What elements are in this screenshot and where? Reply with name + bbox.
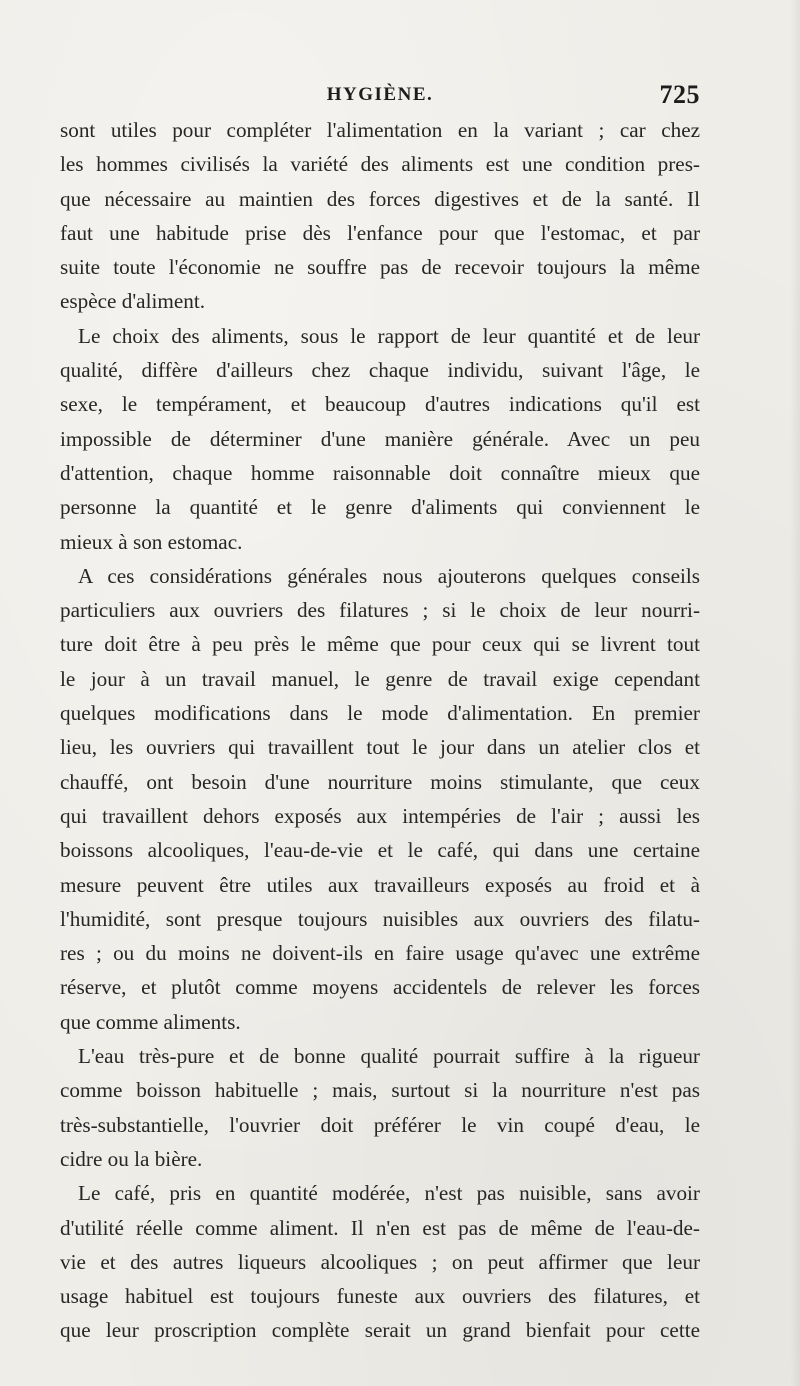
text-line: particuliers aux ouvriers des filatures ; si le choix de leur nourri-	[60, 598, 700, 623]
running-title: HYGIÈNE.	[326, 84, 434, 105]
body-text	[60, 113, 700, 1348]
page-edge-shadow	[790, 0, 800, 1386]
text-line: qui travaillent dehors exposés aux intempéries de l'air ; aussi les	[60, 803, 700, 828]
text-line: réserve, et plutôt comme moyens accidentels de relever les forces	[60, 975, 700, 1000]
text-line: qualité, diffère d'ailleurs chez chaque individu, suivant l'âge, le	[60, 358, 700, 383]
text-line: espèce d'aliment.	[60, 289, 206, 314]
page-number: 725	[659, 80, 700, 109]
text-line: quelques modifications dans le mode d'alimentation. En premier	[60, 701, 700, 726]
text-line: vie et des autres liqueurs alcooliques ; on peut affirmer que leur	[60, 1249, 700, 1274]
text-line: mieux à son estomac.	[60, 529, 243, 554]
text-line: faut une habitude prise dès l'enfance pour que l'estomac, et par	[60, 220, 700, 245]
text-line: A ces considérations générales nous ajouterons quelques conseils	[78, 563, 700, 588]
text-line: que nécessaire au maintien des forces digestives et de la santé. Il	[60, 186, 700, 211]
text-line: usage habituel est toujours funeste aux ouvriers des filatures, et	[60, 1284, 700, 1309]
text-line: Le choix des aliments, sous le rapport de leur quantité et de leur	[78, 323, 700, 348]
text-line: l'humidité, sont presque toujours nuisibles aux ouvriers des filatu-	[60, 906, 700, 931]
page-header	[60, 82, 700, 112]
text-line: d'utilité réelle comme aliment. Il n'en est pas de même de l'eau-de-	[60, 1215, 700, 1240]
text-line: lieu, les ouvriers qui travaillent tout le jour dans un atelier clos et	[60, 735, 700, 760]
text-line: les hommes civilisés la variété des aliments est une condition pres-	[60, 152, 700, 177]
text-line: impossible de déterminer d'une manière générale. Avec un peu	[60, 426, 700, 451]
text-line: chauffé, ont besoin d'une nourriture moins stimulante, que ceux	[60, 769, 700, 794]
text-line: suite toute l'économie ne souffre pas de recevoir toujours la même	[60, 255, 700, 280]
text-line: res ; ou du moins ne doivent-ils en faire usage qu'avec une extrême	[60, 941, 700, 966]
text-line: cidre ou la bière.	[60, 1146, 203, 1171]
text-line: que comme aliments.	[60, 1009, 241, 1034]
text-line: boissons alcooliques, l'eau-de-vie et le café, qui dans une certaine	[60, 838, 700, 863]
text-line: mesure peuvent être utiles aux travailleurs exposés au froid et à	[60, 872, 700, 897]
text-line: que leur proscription complète serait un grand bienfait pour cette	[60, 1318, 700, 1343]
text-line: sont utiles pour compléter l'alimentation en la variant ; car chez	[60, 118, 700, 142]
text-line: Le café, pris en quantité modérée, n'est pas nuisible, sans avoir	[78, 1181, 700, 1206]
text-line: sexe, le tempérament, et beaucoup d'autres indications qu'il est	[60, 392, 700, 417]
text-line: très-substantielle, l'ouvrier doit préférer le vin coupé d'eau, le	[60, 1112, 700, 1137]
text-line: personne la quantité et le genre d'aliments qui conviennent le	[60, 495, 700, 520]
text-line: ture doit être à peu près le même que pour ceux qui se livrent tout	[60, 632, 700, 657]
text-line: le jour à un travail manuel, le genre de travail exige cependant	[60, 666, 700, 691]
text-line: d'attention, chaque homme raisonnable doit connaître mieux que	[60, 460, 700, 485]
text-line: comme boisson habituelle ; mais, surtout si la nourriture n'est pas	[60, 1078, 700, 1103]
text-line: L'eau très-pure et de bonne qualité pourrait suffire à la rigueur	[78, 1044, 700, 1069]
